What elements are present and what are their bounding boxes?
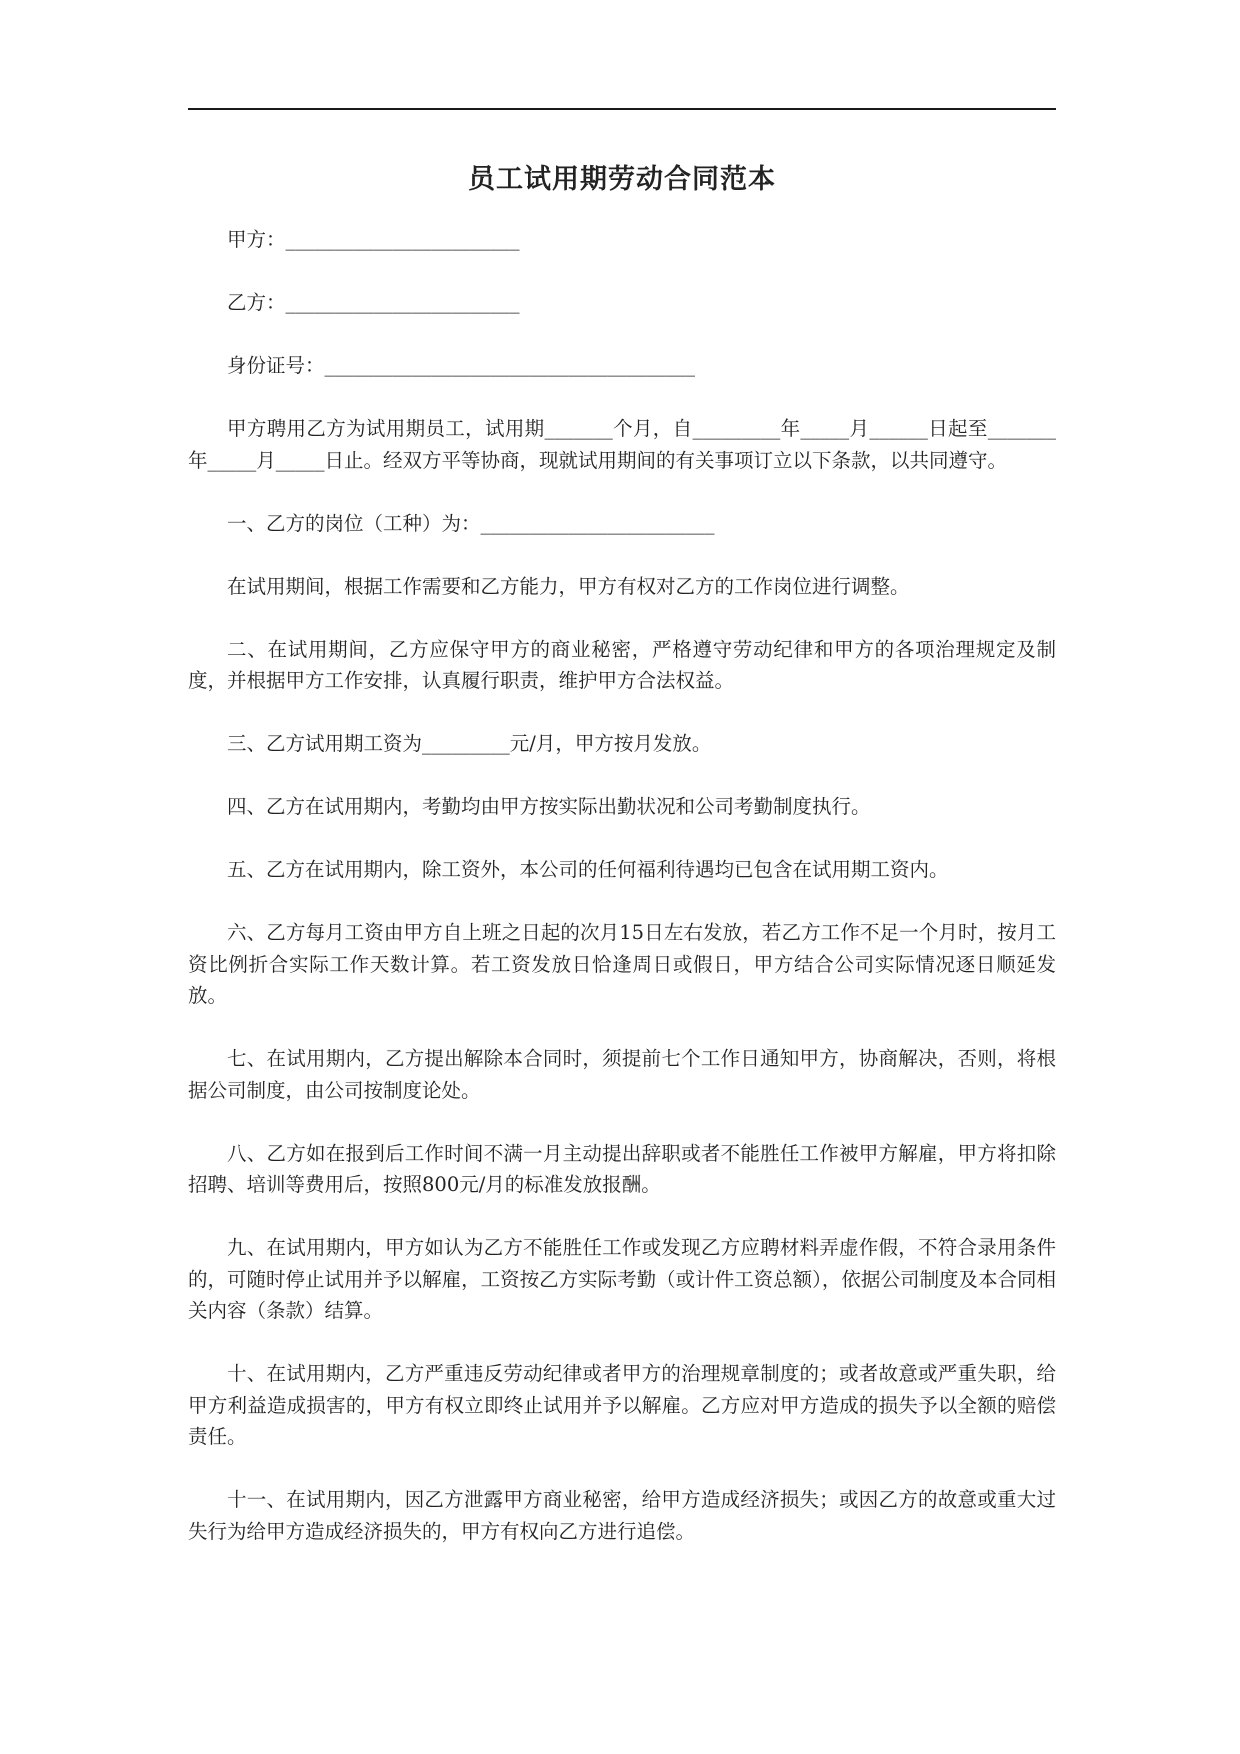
clause-2: 二、在试用期间，乙方应保守甲方的商业秘密，严格遵守劳动纪律和甲方的各项治理规定及制度，并根据甲方工作安排，认真履行职责，维护甲方合法权益。 — [188, 637, 1056, 692]
party-b-field: 乙方：________________________ — [227, 291, 520, 314]
clause-5: 五、乙方在试用期内，除工资外，本公司的任何福利待遇均已包含在试用期工资内。 — [227, 858, 949, 881]
id-number-field: 身份证号：______________________________________ — [227, 354, 696, 377]
document-title: 员工试用期劳动合同范本 — [468, 164, 776, 195]
party-a-field: 甲方：________________________ — [227, 228, 520, 251]
header-rule — [188, 108, 1056, 110]
clause-11: 十一、在试用期内，因乙方泄露甲方商业秘密，给甲方造成经济损失；或因乙方的故意或重大过失行为给甲方造成经济损失的，甲方有权向乙方进行追偿。 — [188, 1488, 1056, 1543]
clause-7: 七、在试用期内，乙方提出解除本合同时，须提前七个工作日通知甲方，协商解决，否则，将根据公司制度，由公司按制度论处。 — [188, 1047, 1056, 1102]
intro-paragraph: 甲方聘用乙方为试用期员工，试用期_______个月，自_________年_____月______日起至_______年_____月_____日止。经双方平等协商，现就试用期间的有关事项订立以下条款，以共同遵守。 — [188, 417, 1056, 472]
clause-3: 三、乙方试用期工资为_________元/月，甲方按月发放。 — [227, 732, 712, 755]
clause-8: 八、乙方如在报到后工作时间不满一月主动提出辞职或者不能胜任工作被甲方解雇，甲方将扣除招聘、培训等费用后，按照800元/月的标准发放报酬。 — [188, 1141, 1056, 1196]
clause-9: 九、在试用期内，甲方如认为乙方不能胜任工作或发现乙方应聘材料弄虚作假，不符合录用条件的，可随时停止试用并予以解雇，工资按乙方实际考勤（或计件工资总额），依据公司制度及本合同相关内容（条款）结算。 — [188, 1236, 1056, 1322]
clause-1-adjustment: 在试用期间，根据工作需要和乙方能力，甲方有权对乙方的工作岗位进行调整。 — [227, 574, 910, 598]
clause-4: 四、乙方在试用期内，考勤均由甲方按实际出勤状况和公司考勤制度执行。 — [227, 795, 871, 818]
clause-6: 六、乙方每月工资由甲方自上班之日起的次月15日左右发放，若乙方工作不足一个月时，按月工资比例折合实际工作天数计算。若工资发放日恰逢周日或假日，甲方结合公司实际情况逐日顺延发放。 — [188, 921, 1056, 1007]
document-body — [188, 160, 1056, 1579]
clause-1-position: 一、乙方的岗位（工种）为：________________________ — [227, 511, 715, 535]
clause-10: 十、在试用期内，乙方严重违反劳动纪律或者甲方的治理规章制度的；或者故意或严重失职，给甲方利益造成损害的，甲方有权立即终止试用并予以解雇。乙方应对甲方造成的损失予以全额的赔偿责任。 — [188, 1362, 1056, 1448]
